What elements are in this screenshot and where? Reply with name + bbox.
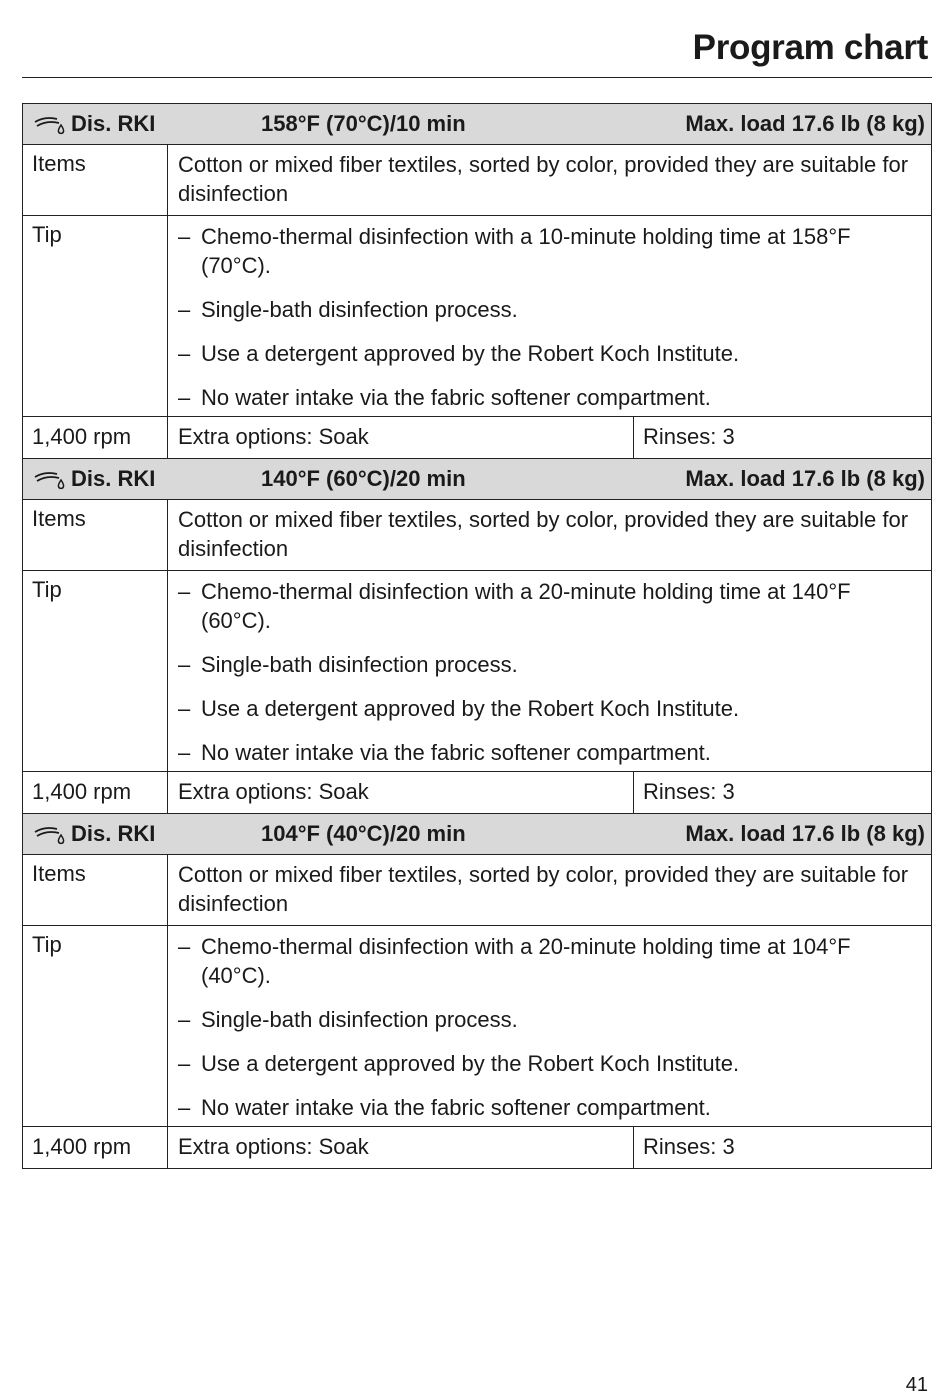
program-temperature-time: 104°F (40°C)/20 min — [261, 821, 466, 846]
tip-item: – Single-bath disinfection process. — [178, 295, 921, 324]
tip-item: – Use a detergent approved by the Robert Koch Institute. — [178, 694, 921, 723]
items-description: Cotton or mixed fiber textiles, sorted by color, provided they are suitable for disinfection — [178, 862, 909, 916]
tip-item: – No water intake via the fabric softener compartment. — [178, 1093, 921, 1122]
tip-item: – Chemo-thermal disinfection with a 20-minute holding time at 140°F (60°C). — [178, 577, 921, 635]
program-header-row — [23, 813, 931, 854]
program-name-cell — [23, 821, 261, 847]
items-label: Items — [23, 855, 168, 925]
page-number: 41 — [905, 1374, 928, 1396]
tip-label: Tip — [23, 926, 168, 1126]
extra-options: Extra options: Soak — [168, 1127, 634, 1168]
program-max-load: Max. load 17.6 lb (8 kg) — [685, 466, 925, 491]
rinses-count: Rinses: 3 — [643, 1134, 735, 1159]
options-row — [23, 771, 931, 813]
tip-item: – Single-bath disinfection process. — [178, 1005, 921, 1034]
program-block — [23, 104, 931, 458]
tip-row — [23, 925, 931, 1126]
program-header-row — [23, 458, 931, 499]
spin-speed: 1,400 rpm — [23, 772, 168, 813]
items-row — [23, 854, 931, 925]
options-row — [23, 1126, 931, 1168]
options-row — [23, 416, 931, 458]
program-max-load: Max. load 17.6 lb (8 kg) — [685, 821, 925, 846]
tip-list — [178, 222, 921, 412]
disinfection-icon — [33, 113, 67, 135]
program-name: Dis. RKI — [71, 466, 156, 491]
program-block — [23, 458, 931, 813]
program-name: Dis. RKI — [71, 111, 156, 136]
program-header-row — [23, 104, 931, 144]
items-row — [23, 499, 931, 570]
tip-item: – No water intake via the fabric softener compartment. — [178, 738, 921, 767]
title-divider — [22, 77, 932, 78]
program-chart-table — [22, 103, 932, 1169]
disinfection-icon — [33, 823, 67, 845]
tip-item: – No water intake via the fabric softener compartment. — [178, 383, 921, 412]
tip-list — [178, 932, 921, 1122]
tip-item: – Chemo-thermal disinfection with a 10-minute holding time at 158°F (70°C). — [178, 222, 921, 280]
tip-list-cell — [168, 571, 931, 771]
items-description: Cotton or mixed fiber textiles, sorted by color, provided they are suitable for disinfection — [178, 507, 909, 561]
items-description: Cotton or mixed fiber textiles, sorted by color, provided they are suitable for disinfection — [178, 152, 909, 206]
disinfection-icon — [33, 468, 67, 490]
spin-speed: 1,400 rpm — [23, 1127, 168, 1168]
extra-options: Extra options: Soak — [168, 417, 634, 458]
program-name: Dis. RKI — [71, 821, 156, 846]
rinses-count: Rinses: 3 — [643, 779, 735, 804]
rinses-count: Rinses: 3 — [643, 424, 735, 449]
program-name-cell — [23, 466, 261, 492]
program-max-load: Max. load 17.6 lb (8 kg) — [685, 111, 925, 136]
program-name-cell — [23, 111, 261, 137]
items-label: Items — [23, 500, 168, 570]
tip-row — [23, 570, 931, 771]
tip-list — [178, 577, 921, 767]
program-temperature-time: 140°F (60°C)/20 min — [261, 466, 466, 491]
items-row — [23, 144, 931, 215]
tip-item: – Chemo-thermal disinfection with a 20-minute holding time at 104°F (40°C). — [178, 932, 921, 990]
spin-speed: 1,400 rpm — [23, 417, 168, 458]
page-title: Program chart — [692, 28, 928, 67]
tip-label: Tip — [23, 216, 168, 416]
items-label: Items — [23, 145, 168, 215]
tip-list-cell — [168, 926, 931, 1126]
tip-item: – Single-bath disinfection process. — [178, 650, 921, 679]
extra-options: Extra options: Soak — [168, 772, 634, 813]
tip-list-cell — [168, 216, 931, 416]
program-block — [23, 813, 931, 1168]
tip-item: – Use a detergent approved by the Robert Koch Institute. — [178, 339, 921, 368]
tip-label: Tip — [23, 571, 168, 771]
tip-item: – Use a detergent approved by the Robert Koch Institute. — [178, 1049, 921, 1078]
program-temperature-time: 158°F (70°C)/10 min — [261, 111, 466, 136]
tip-row — [23, 215, 931, 416]
